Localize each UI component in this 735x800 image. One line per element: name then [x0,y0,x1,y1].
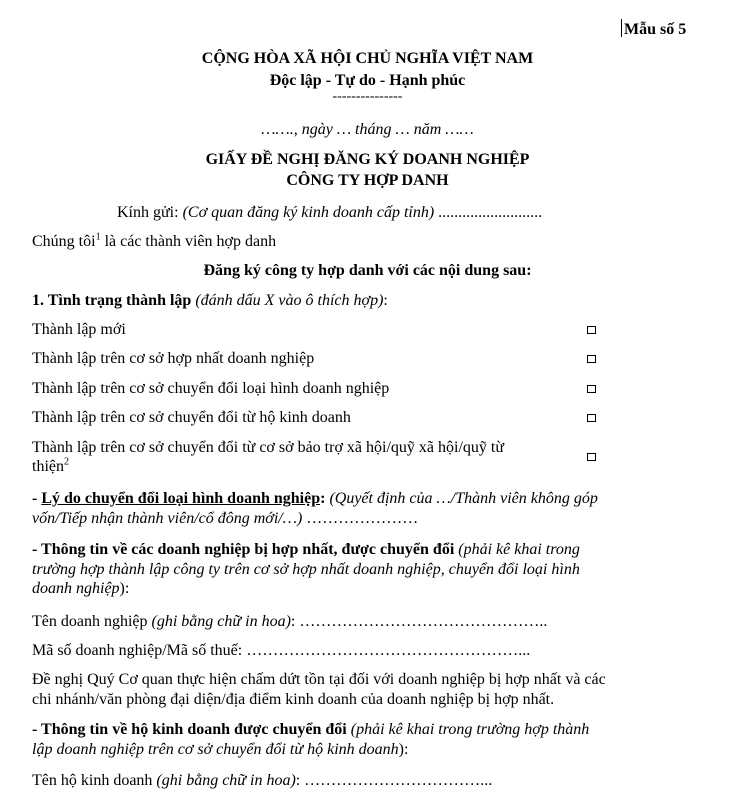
option-social-fund-checkbox[interactable] [587,453,596,461]
termination-request-line2: chi nhánh/văn phòng đại diện/địa điểm kinh doanh của doanh nghiệp bị hợp nhất. [32,691,555,708]
merged-info-line2: trường hợp thành lập công ty trên cơ sở hợp nhất doanh nghiệp, chuyển đổi loại hình [32,561,580,578]
recipient-dots: .......................... [438,204,543,221]
option-household-label: Thành lập trên cơ sở chuyển đổi từ hộ kinh doanh [32,409,351,426]
merged-info-line3: doanh nghiệp): [32,580,130,597]
section-1-heading: 1. Tình trạng thành lập (đánh dấu X vào ô thích hợp): [32,292,388,309]
option-social-fund-label-cont: thiện$^2$ [32,456,69,475]
company-name-dots: ……………………………………….. [299,613,548,630]
option-merger-checkbox[interactable] [587,355,596,363]
recipient-hint: (Cơ quan đăng ký kinh doanh cấp tỉnh) [182,204,435,221]
option-type-conversion-checkbox[interactable] [587,385,596,393]
recipient-label: Kính gửi: [117,204,179,221]
option-social-fund-label: Thành lập trên cơ sở chuyển đổi từ cơ sở bảo trợ xã hội/quỹ xã hội/quỹ từ [32,439,504,456]
tax-code-line: Mã số doanh nghiệp/Mã số thuế: ……………………………………………... [32,642,531,659]
header-separator: --------------- [332,89,403,104]
form-number: Mẫu số 5 [621,19,686,39]
option-household-checkbox[interactable] [587,414,596,422]
document-title: GIẤY ĐỀ NGHỊ ĐĂNG KÝ DOANH NGHIỆP [205,151,530,168]
document-subtitle: CÔNG TY HỢP DANH [286,172,449,189]
tax-code-dots: ……………………………………………... [246,642,531,659]
household-info-label: Thông tin về hộ kinh doanh được chuyển đổi [41,721,347,738]
option-new-label: Thành lập mới [32,321,126,338]
conversion-reason-line1: - Lý do chuyển đổi loại hình doanh nghiệp: (Quyết định của …/Thành viên không góp [32,490,598,507]
conversion-reason-label: Lý do chuyển đổi loại hình doanh nghiệp [41,490,321,507]
footnote-1: 1 [95,231,101,243]
termination-request-line1: Đề nghị Quý Cơ quan thực hiện chấm dứt tồn tại đối với doanh nghiệp bị hợp nhất và các [32,671,606,688]
company-name-line: Tên doanh nghiệp (ghi bằng chữ in hoa): ……………………………………….. [32,613,548,630]
text-cursor [621,19,622,37]
household-name-line: Tên hộ kinh doanh (ghi bằng chữ in hoa): ……………………………... [32,772,493,789]
motto: Độc lập - Tự do - Hạnh phúc [269,72,466,89]
conversion-reason-line2: vốn/Tiếp nhận thành viên/cổ đông mới/…) ………………… [32,510,419,527]
register-heading: Đăng ký công ty hợp danh với các nội dung sau: [203,262,532,279]
household-info-line1: - Thông tin về hộ kinh doanh được chuyển đổi (phải kê khai trong trường hợp thành [32,721,590,738]
merged-info-line1: - Thông tin về các doanh nghiệp bị hợp nhất, được chuyển đổi (phải kê khai trong [32,541,580,558]
option-new-checkbox[interactable] [587,326,596,334]
household-name-dots: ……………………………... [304,772,493,789]
household-info-line2: lập doanh nghiệp trên cơ sở chuyển đổi từ hộ kinh doanh): [32,741,409,758]
footnote-2: 2 [64,456,69,468]
option-type-conversion-label: Thành lập trên cơ sở chuyển đổi loại hình doanh nghiệp [32,380,390,397]
country-header: CỘNG HÒA XÃ HỘI CHỦ NGHĨA VIỆT NAM [201,50,534,67]
recipient-line [117,203,542,222]
intro-line: Chúng tôi$^1$ là các thành viên hợp danh [32,231,277,250]
merged-info-label: Thông tin về các doanh nghiệp bị hợp nhất, được chuyển đổi [41,541,455,558]
date-line: ……., ngày … tháng … năm …… [261,121,474,138]
option-merger-label: Thành lập trên cơ sở hợp nhất doanh nghiệp [32,350,315,367]
